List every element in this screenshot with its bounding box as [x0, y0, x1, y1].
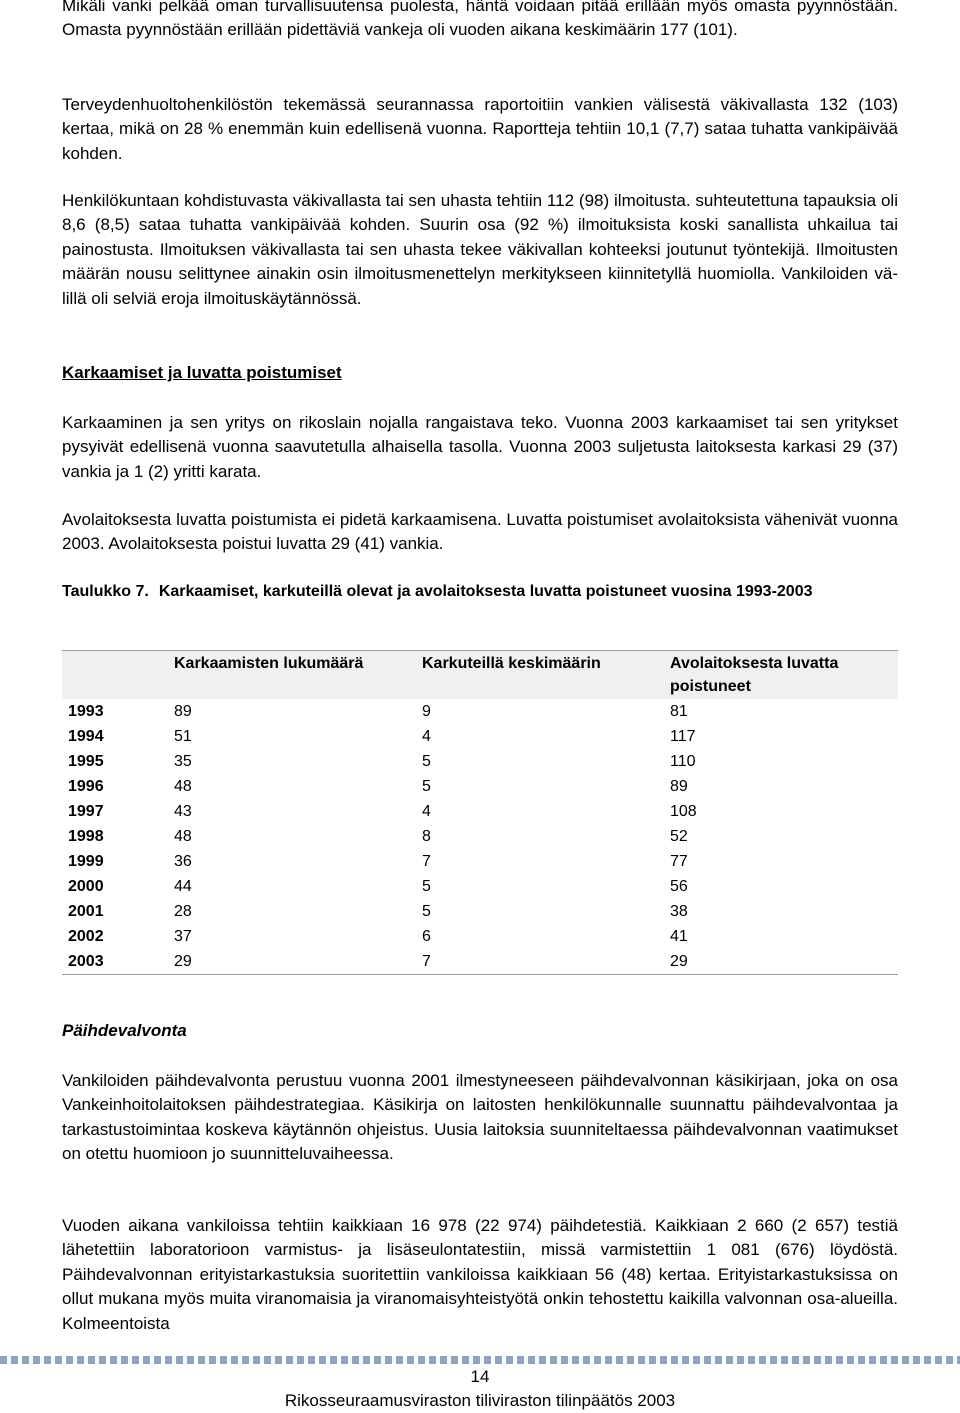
cell-absconded: 56	[670, 878, 688, 895]
cell-absconded: 29	[664, 949, 898, 975]
paragraph-erillaan: Mikäli vanki pelkää oman turvallisuutensa puolesta, häntä voidaan pitää erillään myös omasta pyynnöstään. Omasta pyynnöstään erillään pidettäviä vankeja oli vuoden aikana keskimäärin 177 (101).	[62, 0, 898, 40]
cell-year: 1997	[68, 803, 104, 820]
cell-year: 2003	[62, 949, 168, 975]
cell-escapes: 37	[174, 928, 192, 945]
cell-escapes: 28	[174, 903, 192, 920]
cell-at-large: 9	[422, 703, 431, 720]
cell-at-large: 5	[422, 778, 431, 795]
table-header-row	[62, 651, 898, 700]
paragraph-karkaaminen: Karkaaminen ja sen yritys on rikoslain nojalla rangaistava teko. Vuonna 2003 karkaamiset tai sen yritykset pysyivät edellisenä vuonna saavutetulla alhaisella tasolla. Vuonna 2003 suljetusta laitoksesta karkasi 29 (37) vankia ja 1 (2) yritti karata.	[62, 413, 898, 481]
cell-escapes: 44	[174, 878, 192, 895]
cell-absconded: 117	[670, 728, 696, 745]
cell-escapes: 89	[174, 703, 192, 720]
cell-at-large: 4	[422, 803, 431, 820]
cell-year: 1995	[68, 753, 104, 770]
cell-escapes: 48	[174, 828, 192, 845]
paragraph-paihdetestit: Vuoden aikana vankiloissa tehtiin kaikkiaan 16 978 (22 974) päihdetestiä. Kaikkiaan 2 660 (2 657) testiä lähetettiin laboratorioon varmistus- ja lisäseulontatestiin, missä varmistettiin 1 081 (676) löydöstä. Päihdevalvonnan erityistarkastuksia suoritettiin vankiloissa kaikkiaan 56 (48) kertaa. Erityistarkastuksissa on ollut mukana myös muita viranomaisia ja viranomaisyhteistyötä onkin tehostettu kaikilla valvonnan osa-alueilla. Kolmeentoista	[62, 1216, 898, 1333]
table-row	[62, 824, 898, 849]
cell-year: 1996	[68, 778, 104, 795]
cell-absconded: 77	[670, 853, 688, 870]
cell-at-large: 7	[416, 949, 664, 975]
table-row	[62, 924, 898, 949]
table-row	[62, 799, 898, 824]
paragraph-henkilokunta-vakivalta: Henkilökuntaan kohdistuvasta väkivallasta tai sen uhasta tehtiin 112 (98) ilmoitusta. suhteutettuna tapauksia oli 8,6 (8,5) sataa tuhatta vankipäivää kohden. Suurin osa (92 %) ilmoituksista koski sanallista uhkailua tai painostusta. Ilmoituksen väkivallasta tai sen uhasta tekee väkivallan kohteeksi joutunut työntekijä. Ilmoitusten määrän nousu selittynee ainakin osin ilmoitusmenettelyn merkitykseen kiinnitetyllä huomiolla. Vankiloiden välillä oli selviä eroja ilmoituskäytännössä.	[62, 191, 898, 308]
cell-escapes: 29	[168, 949, 416, 975]
heading-paihdevalvonta: Päihdevalvonta	[62, 1021, 187, 1040]
page-number: 14	[470, 1367, 490, 1386]
table-caption-label: Taulukko 7.	[62, 583, 149, 600]
cell-escapes: 43	[174, 803, 192, 820]
cell-absconded: 81	[670, 703, 688, 720]
cell-absconded: 52	[670, 828, 688, 845]
table-row	[62, 949, 898, 975]
header-avolaitoksesta-poistuneet: Avolaitoksesta luvatta poistuneet	[670, 655, 839, 695]
paragraph-vankien-valinen-vakivalta: Terveydenhuoltohenkilöstön tekemässä seurannassa raportoitiin vankien välisestä väkivallasta 132 (103) kertaa, mikä on 28 % enemmän kuin edellisenä vuonna. Raportteja tehtiin 10,1 (7,7) sataa tuhatta vankipäivää kohden.	[62, 95, 898, 163]
cell-at-large: 5	[422, 753, 431, 770]
table-row	[62, 774, 898, 799]
table-row	[62, 899, 898, 924]
cell-year: 1998	[68, 828, 104, 845]
cell-escapes: 35	[174, 753, 192, 770]
cell-at-large: 5	[422, 903, 431, 920]
cell-year: 2000	[68, 878, 104, 895]
header-karkuteilla-keskimaarin: Karkuteillä keskimäärin	[422, 655, 601, 672]
header-karkaamisten-lukumaara: Karkaamisten lukumäärä	[174, 655, 364, 672]
cell-escapes: 48	[174, 778, 192, 795]
table-row	[62, 749, 898, 774]
cell-absconded: 41	[670, 928, 688, 945]
cell-year: 1999	[68, 853, 104, 870]
header-year	[62, 651, 168, 700]
cell-year: 1993	[68, 703, 104, 720]
table-caption-text: Karkaamiset, karkuteillä olevat ja avolaitoksesta luvatta poistuneet vuosina 1993-2003	[158, 583, 813, 600]
escape-statistics-table	[62, 650, 898, 975]
table-row	[62, 699, 898, 724]
cell-at-large: 7	[422, 853, 431, 870]
cell-year: 1994	[68, 728, 104, 745]
cell-at-large: 5	[422, 878, 431, 895]
cell-escapes: 36	[174, 853, 192, 870]
footer-dotted-rule	[0, 1356, 960, 1364]
cell-year: 2001	[68, 903, 104, 920]
cell-absconded: 89	[670, 778, 688, 795]
cell-absconded: 38	[670, 903, 688, 920]
cell-at-large: 8	[422, 828, 431, 845]
cell-at-large: 6	[422, 928, 431, 945]
heading-karkaamiset: Karkaamiset ja luvatta poistumiset	[62, 363, 342, 382]
paragraph-paihdevalvonta-kasikirja: Vankiloiden päihdevalvonta perustuu vuonna 2001 ilmestyneeseen päihdevalvonnan käsikirjaan, joka on osa Vankeinhoitolaitoksen päihdestrategiaa. Käsikirja on laitosten henkilökunnalle suunnattu päihdevalvontaa ja tarkastustoimintaa koskeva käytännön ohjeistus. Uusia laitoksia suunniteltaessa päihdevalvonnan vaatimukset on otettu huomioon jo suunnitteluvaiheessa.	[62, 1071, 898, 1164]
table-row	[62, 849, 898, 874]
table-row	[62, 724, 898, 749]
table-caption	[62, 580, 898, 604]
cell-absconded: 110	[670, 753, 696, 770]
cell-escapes: 51	[174, 728, 192, 745]
table-row	[62, 874, 898, 899]
cell-at-large: 4	[422, 728, 431, 745]
footer-publication-title: Rikosseuraamusviraston tiliviraston tilinpäätös 2003	[284, 1391, 676, 1410]
paragraph-avolaitos: Avolaitoksesta luvatta poistumista ei pidetä karkaamisena. Luvatta poistumiset avolaitoksista vähenivät vuonna 2003. Avolaitoksesta poistui luvatta 29 (41) vankia.	[62, 510, 898, 554]
cell-absconded: 108	[670, 803, 697, 820]
cell-year: 2002	[68, 928, 104, 945]
